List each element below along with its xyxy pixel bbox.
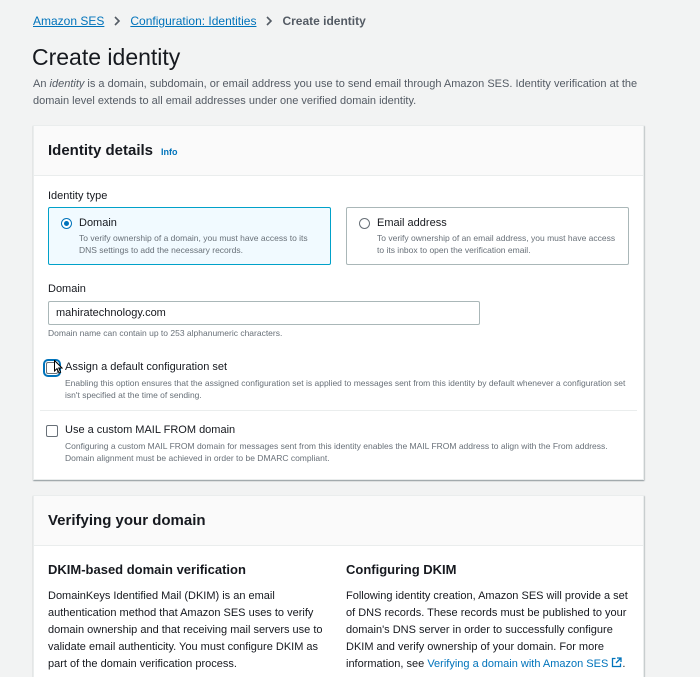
domain-option-title: Domain [79, 217, 117, 229]
default-config-set-title: Assign a default configuration set [65, 361, 228, 373]
email-option-desc: To verify ownership of an email address, you must have access to its inbox to open the verification email. [377, 233, 616, 255]
email-option-title: Email address [377, 217, 447, 229]
description-suffix: is a domain, subdomain, or email address you use to send email through Amazon SES. Identity verification at the domain level extends to all email addresses under one verified domain identity. [33, 78, 638, 107]
configuring-dkim-column [346, 562, 631, 674]
verifying-domain-panel [33, 495, 644, 677]
domain-input-value: mahiratechnology.com [56, 307, 166, 319]
domain-hint: Domain name can contain up to 253 alphanumeric characters. [48, 328, 283, 338]
email-radio[interactable] [359, 218, 370, 229]
mouse-pointer-icon [54, 360, 63, 379]
domain-radio[interactable] [61, 218, 72, 229]
configuring-dkim-body: Following identity creation, Amazon SES will provide a set of DNS records. These records must be published to your domain's DNS server in order to successfully configure DKIM and verify ownership of your domain. For more information, see [346, 590, 628, 670]
divider [40, 410, 637, 411]
identity-type-domain-tile[interactable] [48, 207, 331, 265]
verifying-domain-link[interactable]: Verifying a domain with Amazon SES [427, 658, 609, 670]
configuring-dkim-end: . [622, 658, 626, 670]
breadcrumb [33, 14, 366, 28]
verifying-domain-title: Verifying your domain [48, 512, 206, 529]
default-config-set-row[interactable] [46, 361, 636, 401]
dkim-text: DomainKeys Identified Mail (DKIM) is an email authentication method that Amazon SES uses to verify domain ownership and that receiving mail servers use to validate email authenticity. You must configure DKIM as part of the domain verification process. [48, 590, 323, 670]
configuring-dkim-title: Configuring DKIM [346, 562, 457, 577]
page-title: Create identity [32, 44, 181, 70]
dkim-column [48, 562, 330, 673]
identity-type-email-tile[interactable] [346, 207, 629, 265]
description-prefix: An [33, 78, 50, 90]
domain-label: Domain [48, 283, 86, 295]
identity-details-title: Identity details [48, 142, 154, 159]
dkim-title: DKIM-based domain verification [48, 562, 246, 577]
external-link-icon[interactable] [611, 657, 622, 674]
chevron-right-icon [265, 16, 273, 26]
domain-input[interactable] [48, 301, 480, 325]
identity-details-panel [33, 125, 644, 480]
description-emphasis: identity [49, 78, 85, 90]
breadcrumb-amazon-ses[interactable]: Amazon SES [33, 14, 105, 28]
identity-type-label: Identity type [48, 190, 108, 202]
chevron-right-icon [113, 16, 121, 26]
breadcrumb-current: Create identity [282, 14, 366, 28]
custom-mail-from-title: Use a custom MAIL FROM domain [65, 424, 236, 436]
configuring-dkim-text [346, 588, 631, 674]
page-description [33, 76, 643, 110]
custom-mail-from-row[interactable] [46, 424, 636, 464]
domain-option-desc: To verify ownership of a domain, you must have access to its DNS settings to add the necessary records. [79, 233, 308, 255]
panel-header [34, 496, 643, 546]
default-config-set-desc: Enabling this option ensures that the assigned configuration set is applied to messages sent from this identity by default whenever a configuration set isn't specified at the time of sending. [65, 378, 626, 400]
panel-header [34, 126, 643, 176]
info-link[interactable]: Info [161, 147, 178, 157]
breadcrumb-configuration-identities[interactable]: Configuration: Identities [130, 14, 257, 28]
custom-mail-from-checkbox[interactable] [46, 425, 58, 437]
custom-mail-from-desc: Configuring a custom MAIL FROM domain for messages sent from this identity enables the MAIL FROM address to align with the From address. Domain alignment must be achieved in order to be DMARC compliant. [65, 441, 608, 463]
